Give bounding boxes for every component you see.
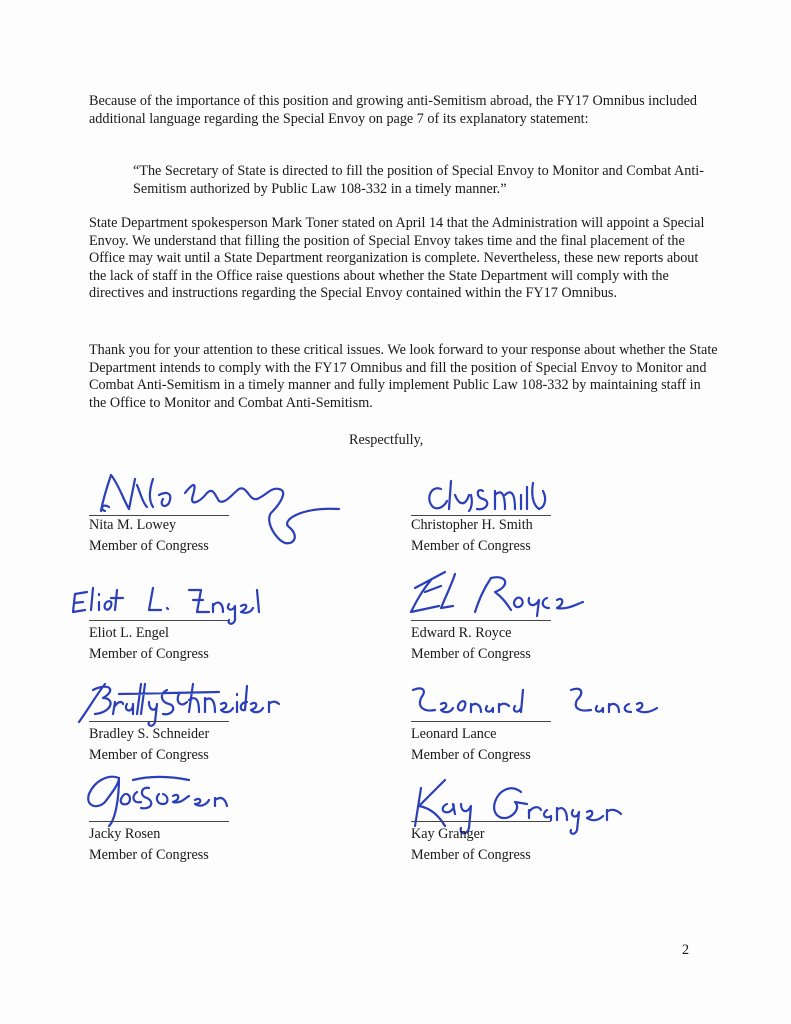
signature-block-rosen <box>89 770 309 863</box>
signatory-name: Kay Granger <box>411 826 485 842</box>
paragraph-thanks: Thank you for your attention to these critical issues. We look forward to your response about whether the State Department intends to comply with the FY17 Omnibus and fill the position of Special Envoy to Monitor and Combat Anti-Semitism in a timely manner and fully implement Public Law 108-332 by maintaining staff in the Office to Monitor and Combat Anti-Semitism. <box>89 342 718 411</box>
signature-block-engel <box>89 568 309 662</box>
signature-block-smith <box>411 465 631 555</box>
signature-line <box>89 821 229 822</box>
signatory-title: Member of Congress <box>411 747 531 763</box>
signatory-title: Member of Congress <box>89 847 209 863</box>
signature-line <box>411 620 551 621</box>
signature-lance <box>411 668 671 758</box>
paragraph-omnibus: Because of the importance of this position and growing anti-Semitism abroad, the FY17 Omnibus included additional language regarding the Special Envoy on page 7 of its explanatory statement: <box>89 93 697 127</box>
signatory-title: Member of Congress <box>411 646 531 662</box>
signatory-name: Christopher H. Smith <box>411 517 533 533</box>
signature-line <box>89 515 229 516</box>
signature-block-lowey <box>89 465 309 555</box>
signature-line <box>411 515 551 516</box>
closing-respectfully: Respectfully, <box>349 432 424 448</box>
signatory-name: Eliot L. Engel <box>89 625 169 641</box>
signatory-title: Member of Congress <box>411 538 531 554</box>
signatory-title: Member of Congress <box>411 847 531 863</box>
quoted-statement: “The Secretary of State is directed to fill the position of Special Envoy to Monitor and Combat Anti-Semitism authorized by Public Law 108-332 in a timely manner.” <box>133 163 704 197</box>
signature-schneider <box>89 668 329 758</box>
signature-line <box>89 620 229 621</box>
signature-block-schneider <box>89 668 309 763</box>
signature-block-royce <box>411 568 631 662</box>
signatory-name: Leonard Lance <box>411 726 497 742</box>
signatory-title: Member of Congress <box>89 747 209 763</box>
signature-line <box>411 721 551 722</box>
signatory-name: Jacky Rosen <box>89 826 161 842</box>
signatory-name: Nita M. Lowey <box>89 517 177 533</box>
signatory-name: Edward R. Royce <box>411 625 512 641</box>
signature-block-granger <box>411 770 631 863</box>
signature-block-lance <box>411 668 631 763</box>
signature-engel <box>89 568 329 658</box>
signature-line <box>411 821 551 822</box>
signatory-name: Bradley S. Schneider <box>89 726 210 742</box>
signature-royce <box>411 568 651 658</box>
signature-line <box>89 721 229 722</box>
paragraph-toner: State Department spokesperson Mark Toner stated on April 14 that the Administration will appoint a Special Envoy. We understand that filling the position of Special Envoy takes time and the final placement of the Office may wait until a State Department reorganization is complete. Nevertheless, these new reports about the lack of staff in the Office raise questions about whether the State Department will comply with the directives and instructions regarding the Special Envoy contained within the FY17 Omnibus. <box>89 215 705 302</box>
page-number: 2 <box>682 942 690 958</box>
signatory-title: Member of Congress <box>89 646 209 662</box>
signatory-title: Member of Congress <box>89 538 209 554</box>
